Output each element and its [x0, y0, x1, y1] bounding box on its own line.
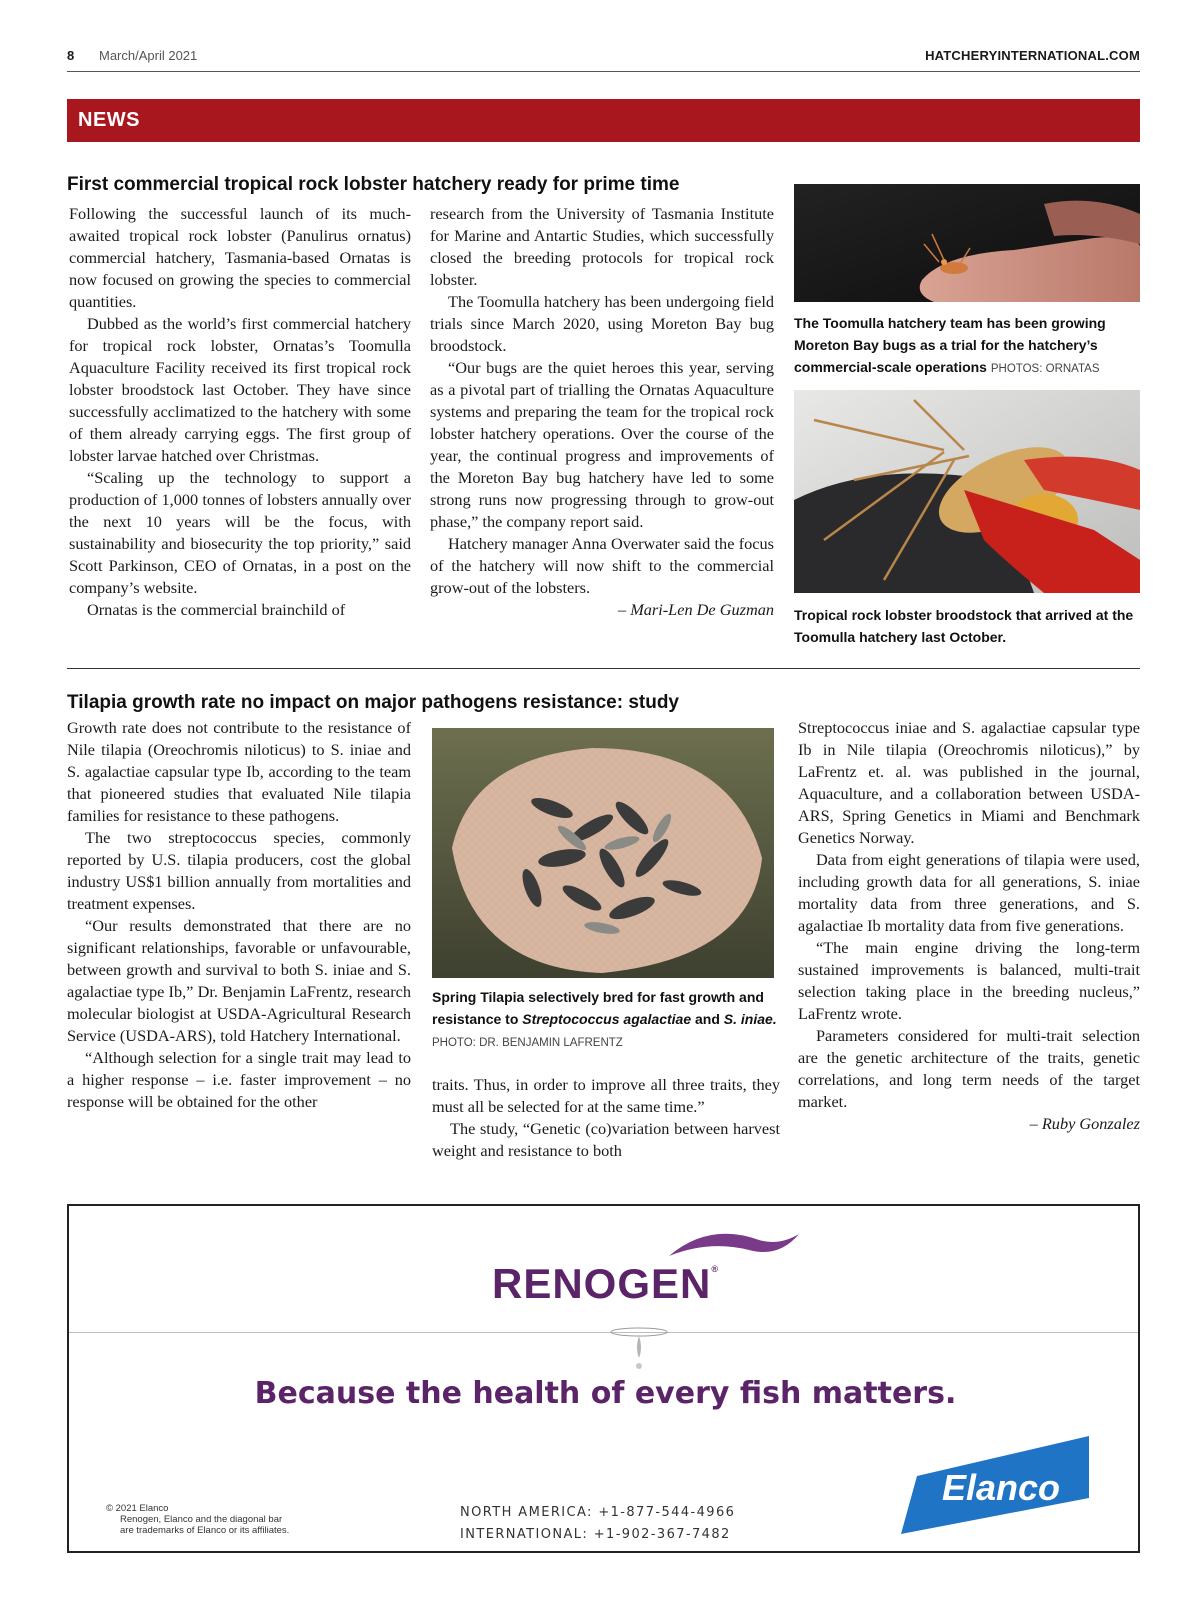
paragraph: The study, “Genetic (co)variation between harvest weight and resistance to both — [432, 1119, 780, 1160]
paragraph: Data from eight generations of tilapia were used, including growth data for all generations, S. iniae mortality data from three generations, and S. agalactiae Ib mortality data from five generations. — [798, 850, 1140, 935]
article-1-column-1 — [69, 203, 411, 621]
paragraph: Hatchery manager Anna Overwater said the focus of the hatchery will now shift to the commercial grow-out of the lobsters. — [430, 534, 774, 597]
ad-legal-text: © 2021 Elanco Renogen, Elanco and the diagonal bar are trademarks of Elanco or its affiliates. — [106, 1503, 290, 1536]
water-surface-line — [69, 1332, 1138, 1333]
article-2-headline: Tilapia growth rate no impact on major pathogens resistance: study — [67, 692, 679, 713]
tilapia-caption: Spring Tilapia selectively bred for fast growth and resistance to Streptococcus agalactiae and S. iniae. PHOTO: DR. BENJAMIN LAFRENTZ — [432, 989, 777, 1049]
article-2-column-3 — [798, 717, 1140, 1135]
lobster-larva-photo — [794, 184, 1140, 302]
paragraph: Dubbed as the world’s first commercial hatchery for tropical rock lobster, Ornatas’s Toomulla Aquaculture Facility received its first tropical rock lobster broodstock last October. They have since successfully acclimatized to the hatchery with some of them already carrying eggs. The first group of lobster larvae hatched over Christmas. — [69, 314, 411, 465]
paragraph: “The main engine driving the long-term sustained improvements is balanced, multi-trait selection taking place in the breeding nucleus,” LaFrentz wrote. — [798, 938, 1140, 1023]
broodstock-caption: Tropical rock lobster broodstock that arrived at the Toomulla hatchery last October. — [794, 607, 1134, 645]
renogen-logo: RENOGEN® — [492, 1260, 719, 1307]
paragraph: traits. Thus, in order to improve all three traits, they must all be selected for at the same time.” — [432, 1075, 780, 1116]
ad-tagline: Because the health of every fish matters. — [254, 1376, 957, 1411]
paragraph: “Our results demonstrated that there are no significant relationships, favorable or unfavourable, between growth and survival to both S. iniae and S. agalactiae type Ib,” Dr. Benjamin LaFrentz, research molecular biologist at USDA-Agricultural Research Service (USDA-ARS), told Hatchery International. — [67, 916, 411, 1045]
site-url[interactable]: HATCHERYINTERNATIONAL.COM — [925, 48, 1140, 63]
species-name: Streptococcus agalactiae — [522, 1011, 692, 1027]
paragraph: Following the successful launch of its much-awaited tropical rock lobster (Panulirus ornatus) commercial hatchery, Tasmania-based Ornatas is now focused on growing the species to commercial quantities. — [69, 204, 411, 311]
paragraph: Growth rate does not contribute to the resistance of Nile tilapia (Oreochromis niloticus) to S. iniae and S. agalactiae capsular type Ib, according to the team that pioneered studies that evaluated Nile tilapia families for resistance to these pathogens. — [67, 718, 411, 825]
paragraph: The Toomulla hatchery has been undergoing field trials since March 2020, using Moreton Bay bug broodstock. — [430, 292, 774, 355]
elanco-wordmark: Elanco — [941, 1467, 1061, 1508]
article-2-column-2 — [432, 1074, 780, 1162]
paragraph: Ornatas is the commercial brainchild of — [87, 600, 346, 619]
issue-date: March/April 2021 — [99, 48, 198, 63]
paragraph: Streptococcus iniae and S. agalactiae capsular type Ib in Nile tilapia (Oreochromis niloticus),” by LaFrentz et. al. was published in the journal, Aquaculture, and a collaboration between USDA-ARS, Spring Genetics in Miami and Benchmark Genetics Norway. — [798, 718, 1140, 847]
section-label: NEWS — [78, 109, 140, 131]
article-1-headline: First commercial tropical rock lobster hatchery ready for prime time — [67, 174, 680, 195]
photo-credit: PHOTOS: ORNATAS — [990, 363, 1100, 375]
elanco-logo — [901, 1436, 1101, 1534]
paragraph: Parameters considered for multi-trait selection are the genetic architecture of the traits, genetic correlations, and long term needs of the target market. — [798, 1026, 1140, 1111]
tilapia-photo — [432, 728, 774, 978]
phone-north-america[interactable]: NORTH AMERICA: +1-877-544-4966 — [460, 1505, 736, 1520]
article-1-column-2 — [430, 203, 774, 621]
lobster-larva-caption: The Toomulla hatchery team has been growing Moreton Bay bugs as a trial for the hatchery’s commercial-scale operations PHOTOS: ORNATAS — [794, 315, 1106, 375]
article-divider — [67, 668, 1140, 669]
phone-international[interactable]: INTERNATIONAL: +1-902-367-7482 — [460, 1527, 731, 1542]
page-header — [67, 45, 1140, 72]
species-name: S. iniae. — [723, 1011, 777, 1027]
article-2-column-1 — [67, 717, 411, 1113]
section-bar — [67, 99, 1140, 142]
ad-phone-numbers — [460, 1502, 735, 1546]
photo-credit: PHOTO: DR. BENJAMIN LAFRENTZ — [432, 1037, 623, 1049]
paragraph: “Scaling up the technology to support a production of 1,000 tonnes of lobsters annually over the next 10 years will be the focus, with sustainability and biosecurity the top priority,” said Scott Parkinson, CEO of Ornatas, in a post on the company’s website. — [69, 468, 411, 597]
renogen-swoosh-icon — [669, 1228, 799, 1258]
paragraph: The two streptococcus species, commonly reported by U.S. tilapia producers, cost the global industry US$1 billion annually from mortalities and treatment expenses. — [67, 828, 411, 913]
article-1-byline: – Mari-Len De Guzman — [617, 600, 774, 619]
paragraph: research from the University of Tasmania Institute for Marine and Antartic Studies, which successfully closed the breeding protocols for tropical rock lobster. — [430, 204, 774, 289]
article-2-byline: – Ruby Gonzalez — [1029, 1114, 1140, 1133]
water-drop-icon — [609, 1322, 669, 1372]
page-number: 8 — [67, 48, 75, 63]
renogen-advertisement[interactable] — [67, 1204, 1140, 1553]
paragraph: “Our bugs are the quiet heroes this year, serving as a pivotal part of trialling the Ornatas Aquaculture systems and preparing the team for the tropical rock lobster hatchery operations. Over the course of the year, the continual progress and improvements of the Moreton Bay bug hatchery have led to some strong runs now progressing through to grow-out phase,” the company report said. — [430, 358, 774, 531]
paragraph: “Although selection for a single trait may lead to a higher response – i.e. faster improvement – no response will be obtained for the other — [67, 1048, 411, 1111]
broodstock-lobster-photo — [794, 390, 1140, 593]
